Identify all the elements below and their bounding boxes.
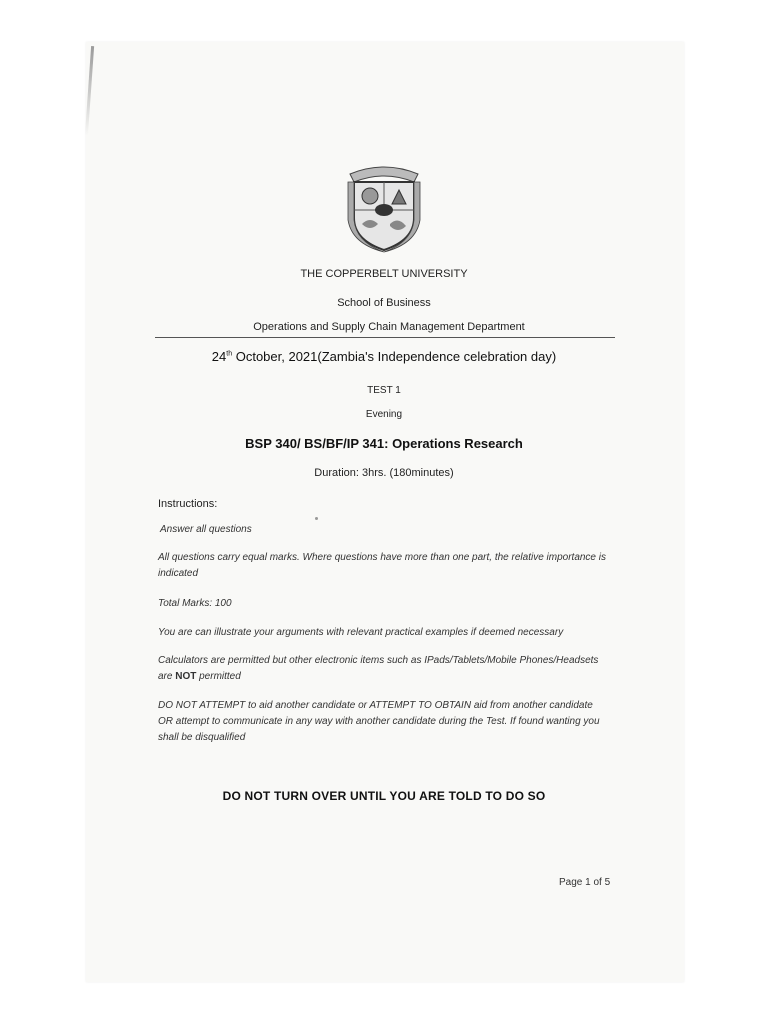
university-crest-logo — [344, 160, 424, 254]
page-number: Page 1 of 5 — [559, 877, 611, 888]
header-divider — [155, 337, 615, 338]
course-title: BSP 340/ BS/BF/IP 341: Operations Research — [245, 436, 523, 451]
calculators-text-end: permitted — [196, 671, 241, 682]
do-not-turn-warning: DO NOT TURN OVER UNTIL YOU ARE TOLD TO DO SO — [222, 789, 546, 803]
date-rest: October, 2021(Zambia's Independence celebration day) — [232, 349, 557, 364]
exam-duration: Duration: 3hrs. (180minutes) — [314, 467, 454, 479]
university-name: THE COPPERBELT UNIVERSITY — [300, 268, 468, 280]
instructions-heading: Instructions: — [158, 498, 218, 510]
session-label: Evening — [365, 409, 403, 420]
test-label: TEST 1 — [367, 385, 401, 396]
exam-date — [0, 349, 768, 364]
instruction-item: Total Marks: 100 — [158, 598, 232, 609]
date-day: 24 — [211, 349, 227, 364]
instruction-calculators — [158, 653, 610, 685]
school-name: School of Business — [337, 297, 431, 309]
calculators-text: Calculators are permitted but other electronic items such as IPads/Tablets/Mobile Phones/Headsets are — [158, 655, 599, 682]
instruction-item: All questions carry equal marks. Where questions have more than one part, the relative importance is indicated — [158, 552, 606, 579]
instruction-item: Answer all questions — [160, 524, 252, 535]
instruction-conduct: DO NOT ATTEMPT to aid another candidate or ATTEMPT TO OBTAIN aid from another candidate OR attempt to communicate in any way with another candidate during the Test. If found wanting you shall be disqualified — [158, 700, 600, 743]
date-suffix: th — [226, 350, 233, 358]
instruction-item: You are can illustrate your arguments with relevant practical examples if deemed necessary — [158, 627, 564, 638]
paper-speck — [315, 517, 318, 520]
department-name: Operations and Supply Chain Management Department — [253, 321, 525, 333]
calculators-not-emphasis: NOT — [175, 671, 197, 682]
